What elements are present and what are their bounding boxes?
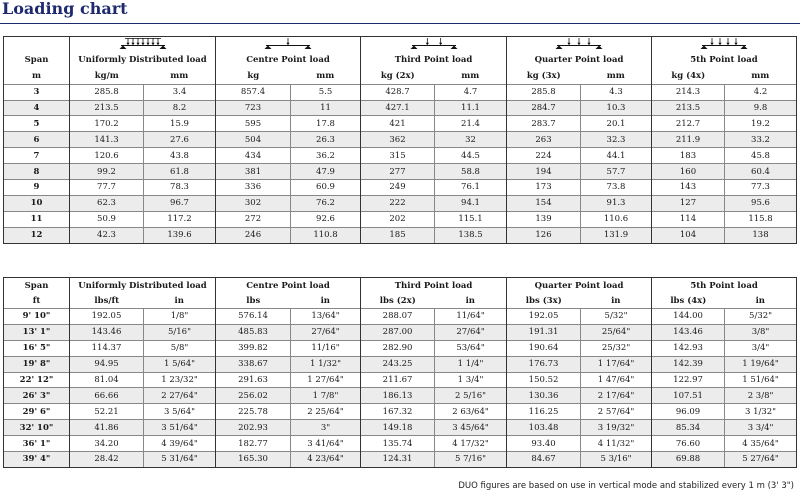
table-cell: 428.7 (361, 84, 435, 100)
load-type-label: Third Point load (361, 52, 507, 68)
span-value: 26' 3" (4, 388, 70, 404)
table-cell: 284.7 (507, 100, 581, 116)
table-cell: 5 7/16" (435, 452, 507, 468)
table-cell: 1 1/32" (291, 356, 361, 372)
table-cell: 27/64" (291, 324, 361, 340)
table-cell: 103.48 (507, 420, 581, 436)
table-cell: 3/8" (725, 324, 797, 340)
table-cell: 192.05 (70, 309, 144, 325)
load-icon-cell (216, 37, 361, 53)
table-cell: 76.1 (435, 180, 507, 196)
table-cell: 25/32" (581, 340, 652, 356)
table-cell: 4.2 (725, 84, 797, 100)
span-value: 16' 5" (4, 340, 70, 356)
table-cell: 434 (216, 148, 291, 164)
table-cell: 11/16" (291, 340, 361, 356)
table-cell: 81.04 (70, 372, 144, 388)
span-value: 6 (4, 132, 70, 148)
table-row (4, 132, 797, 148)
table-cell: 139 (507, 211, 581, 227)
table-cell: 277 (361, 164, 435, 180)
unit-label: mm (170, 70, 189, 81)
table-cell: 144.00 (652, 309, 725, 325)
table-cell: 139.6 (144, 227, 216, 243)
table-cell: 283.7 (507, 116, 581, 132)
table-cell: 47.9 (291, 164, 361, 180)
udl-icon (117, 37, 169, 49)
table-cell: 43.8 (144, 148, 216, 164)
table-cell: 302 (216, 195, 291, 211)
table-cell: 160 (652, 164, 725, 180)
table-cell: 5/32" (581, 309, 652, 325)
unit-label: lbs (216, 294, 291, 309)
table-row (4, 195, 797, 211)
table-cell: 504 (216, 132, 291, 148)
table-cell: 114.37 (70, 340, 144, 356)
table-cell: 5 3/16" (581, 452, 652, 468)
table-cell: 381 (216, 164, 291, 180)
table-cell: 21.4 (435, 116, 507, 132)
load-type-row (4, 278, 797, 294)
table-cell: 167.32 (361, 404, 435, 420)
table-cell: 282.90 (361, 340, 435, 356)
table-cell: 110.8 (291, 227, 361, 243)
table-cell: 5 31/64" (144, 452, 216, 468)
table-row (4, 388, 797, 404)
table-cell: 150.52 (507, 372, 581, 388)
span-value: 22' 12" (4, 372, 70, 388)
table-cell: 186.13 (361, 388, 435, 404)
table-row (4, 211, 797, 227)
span-value: 36' 1" (4, 436, 70, 452)
table-row (4, 84, 797, 100)
table-cell: 576.14 (216, 309, 291, 325)
table-cell: 11.1 (435, 100, 507, 116)
span-value: 5 (4, 116, 70, 132)
table-cell: 192.05 (507, 309, 581, 325)
unit-label: mm (606, 70, 625, 81)
table-cell: 427.1 (361, 100, 435, 116)
unit-label: lbs/ft (70, 294, 144, 309)
unit-label: mm (316, 70, 335, 81)
table-cell: 28.42 (70, 452, 144, 468)
table-cell: 73.8 (581, 180, 652, 196)
table-cell: 114 (652, 211, 725, 227)
load-icon-cell (652, 37, 797, 53)
table-cell: 60.9 (291, 180, 361, 196)
load-type-label: 5th Point load (652, 278, 797, 294)
span-label: Span (4, 52, 70, 68)
table-cell: 249 (361, 180, 435, 196)
table-cell: 15.9 (144, 116, 216, 132)
table-cell: 44.1 (581, 148, 652, 164)
table-cell: 91.3 (581, 195, 652, 211)
page-title: Loading chart (2, 0, 128, 18)
unit-label: lbs (2x) (361, 294, 435, 309)
table-cell: 1/8" (144, 309, 216, 325)
table-cell: 141.3 (70, 132, 144, 148)
table-cell: 2 57/64" (581, 404, 652, 420)
span-value: 9 (4, 180, 70, 196)
load-icon-cell (507, 37, 652, 53)
table-cell: 45.8 (725, 148, 797, 164)
table-cell: 211.67 (361, 372, 435, 388)
unit-label: in (320, 295, 330, 306)
table-cell: 27/64" (435, 324, 507, 340)
table-cell: 66.66 (70, 388, 144, 404)
unit-row (4, 68, 797, 84)
span-unit: m (4, 68, 70, 84)
table-cell: 61.8 (144, 164, 216, 180)
table-cell: 5/16" (144, 324, 216, 340)
icon-row (4, 37, 797, 53)
table-cell: 246 (216, 227, 291, 243)
table-cell: 85.34 (652, 420, 725, 436)
table-cell: 116.25 (507, 404, 581, 420)
span-header-blank (4, 37, 70, 53)
table-cell: 3 5/64" (144, 404, 216, 420)
table-cell: 107.51 (652, 388, 725, 404)
table-cell: 115.8 (725, 211, 797, 227)
table-row (4, 148, 797, 164)
table-cell: 131.9 (581, 227, 652, 243)
span-value: 9' 10" (4, 309, 70, 325)
table-cell: 69.88 (652, 452, 725, 468)
table-cell: 170.2 (70, 116, 144, 132)
table-cell: 115.1 (435, 211, 507, 227)
table-cell: 3 51/64" (144, 420, 216, 436)
table-row (4, 324, 797, 340)
table-cell: 421 (361, 116, 435, 132)
span-unit: ft (4, 294, 70, 309)
table-cell: 214.3 (652, 84, 725, 100)
table-cell: 58.8 (435, 164, 507, 180)
load-type-label: Uniformly Distributed load (70, 52, 216, 68)
table-cell: 165.30 (216, 452, 291, 468)
table-cell: 212.7 (652, 116, 725, 132)
table-cell: 44.5 (435, 148, 507, 164)
table-cell: 3 41/64" (291, 436, 361, 452)
table-cell: 78.3 (144, 180, 216, 196)
table-cell: 399.82 (216, 340, 291, 356)
table-cell: 76.60 (652, 436, 725, 452)
table-cell: 60.4 (725, 164, 797, 180)
table-cell: 94.1 (435, 195, 507, 211)
span-value: 11 (4, 211, 70, 227)
load-type-row (4, 52, 797, 68)
table-cell: 135.74 (361, 436, 435, 452)
table-cell: 3.4 (144, 84, 216, 100)
table-cell: 1 47/64" (581, 372, 652, 388)
table-cell: 57.7 (581, 164, 652, 180)
table-row (4, 116, 797, 132)
table-cell: 3 45/64" (435, 420, 507, 436)
table-cell: 191.31 (507, 324, 581, 340)
table-cell: 143.46 (70, 324, 144, 340)
table-cell: 92.6 (291, 211, 361, 227)
table-cell: 1 27/64" (291, 372, 361, 388)
span-value: 7 (4, 148, 70, 164)
table-cell: 50.9 (70, 211, 144, 227)
table-cell: 143.46 (652, 324, 725, 340)
table-cell: 42.3 (70, 227, 144, 243)
table-cell: 287.00 (361, 324, 435, 340)
table-cell: 2 27/64" (144, 388, 216, 404)
table-cell: 5 27/64" (725, 452, 797, 468)
table-cell: 11/64" (435, 309, 507, 325)
load-type-label: Third Point load (361, 278, 507, 294)
table-cell: 120.6 (70, 148, 144, 164)
title-bar (0, 0, 800, 24)
span-value: 4 (4, 100, 70, 116)
table-cell: 13/64" (291, 309, 361, 325)
table-cell: 96.7 (144, 195, 216, 211)
table-cell: 1 19/64" (725, 356, 797, 372)
table-cell: 1 7/8" (291, 388, 361, 404)
table-cell: 202.93 (216, 420, 291, 436)
table-cell: 32 (435, 132, 507, 148)
load-type-label: Centre Point load (216, 278, 361, 294)
table-cell: 76.2 (291, 195, 361, 211)
table-cell: 211.9 (652, 132, 725, 148)
fifth-point-icon (698, 37, 750, 49)
table-row (4, 436, 797, 452)
unit-label: mm (725, 68, 797, 84)
table-cell: 225.78 (216, 404, 291, 420)
unit-label: lbs (3x) (507, 294, 581, 309)
unit-label: mm (461, 70, 480, 81)
table-cell: 3" (291, 420, 361, 436)
table-cell: 362 (361, 132, 435, 148)
table-cell: 25/64" (581, 324, 652, 340)
table-cell: 84.67 (507, 452, 581, 468)
table-cell: 1 5/64" (144, 356, 216, 372)
span-value: 8 (4, 164, 70, 180)
table-cell: 1 3/4" (435, 372, 507, 388)
table-cell: 1 23/32" (144, 372, 216, 388)
table-cell: 17.8 (291, 116, 361, 132)
table-cell: 104 (652, 227, 725, 243)
metric-loading-table (3, 36, 797, 244)
load-icon-cell (361, 37, 507, 53)
table-cell: 288.07 (361, 309, 435, 325)
table-cell: 182.77 (216, 436, 291, 452)
table-cell: 5/32" (725, 309, 797, 325)
table-cell: 3 3/4" (725, 420, 797, 436)
table-cell: 27.6 (144, 132, 216, 148)
table-cell: 2 5/16" (435, 388, 507, 404)
centre-point-icon (262, 37, 314, 49)
span-value: 29' 6" (4, 404, 70, 420)
table-cell: 138.5 (435, 227, 507, 243)
span-value: 10 (4, 195, 70, 211)
table-row (4, 356, 797, 372)
table-row (4, 164, 797, 180)
table-cell: 110.6 (581, 211, 652, 227)
table-cell: 4 11/32" (581, 436, 652, 452)
third-point-icon (408, 37, 460, 49)
table-row (4, 100, 797, 116)
unit-label: in (465, 295, 475, 306)
table-cell: 2 63/64" (435, 404, 507, 420)
unit-label: in (725, 294, 797, 309)
table-cell: 32.3 (581, 132, 652, 148)
table-cell: 126 (507, 227, 581, 243)
table-row (4, 227, 797, 243)
table-cell: 857.4 (216, 84, 291, 100)
table-cell: 1 51/64" (725, 372, 797, 388)
unit-label: kg (216, 68, 291, 84)
table-cell: 8.2 (144, 100, 216, 116)
table-cell: 272 (216, 211, 291, 227)
span-label: Span (4, 278, 70, 294)
unit-label: kg/m (70, 68, 144, 84)
load-type-label: Quarter Point load (507, 52, 652, 68)
table-cell: 4 23/64" (291, 452, 361, 468)
table-cell: 723 (216, 100, 291, 116)
table-cell: 256.02 (216, 388, 291, 404)
unit-label: in (611, 295, 621, 306)
table-cell: 138 (725, 227, 797, 243)
span-value: 39' 4" (4, 452, 70, 468)
table-cell: 485.83 (216, 324, 291, 340)
table-cell: 142.39 (652, 356, 725, 372)
unit-label: kg (4x) (652, 68, 725, 84)
table-cell: 77.3 (725, 180, 797, 196)
table-cell: 53/64" (435, 340, 507, 356)
table-cell: 143 (652, 180, 725, 196)
table-cell: 2 17/64" (581, 388, 652, 404)
table-cell: 62.3 (70, 195, 144, 211)
table-cell: 285.8 (70, 84, 144, 100)
table-cell: 19.2 (725, 116, 797, 132)
table-cell: 20.1 (581, 116, 652, 132)
table-cell: 336 (216, 180, 291, 196)
table-cell: 36.2 (291, 148, 361, 164)
unit-label: lbs (4x) (652, 294, 725, 309)
table-cell: 149.18 (361, 420, 435, 436)
load-type-label: 5th Point load (652, 52, 797, 68)
table-cell: 4.7 (435, 84, 507, 100)
span-value: 13' 1" (4, 324, 70, 340)
table-cell: 26.3 (291, 132, 361, 148)
table-cell: 9.8 (725, 100, 797, 116)
table-cell: 183 (652, 148, 725, 164)
table-cell: 41.86 (70, 420, 144, 436)
table-cell: 122.97 (652, 372, 725, 388)
table-cell: 4 39/64" (144, 436, 216, 452)
table-cell: 243.25 (361, 356, 435, 372)
table-cell: 190.64 (507, 340, 581, 356)
table-cell: 338.67 (216, 356, 291, 372)
table-cell: 285.8 (507, 84, 581, 100)
unit-row (4, 294, 797, 309)
table-row (4, 340, 797, 356)
table-cell: 117.2 (144, 211, 216, 227)
table-row (4, 452, 797, 468)
quarter-point-icon (553, 37, 605, 49)
load-type-label: Centre Point load (216, 52, 361, 68)
table-cell: 213.5 (70, 100, 144, 116)
table-cell: 1 1/4" (435, 356, 507, 372)
table-cell: 99.2 (70, 164, 144, 180)
table-cell: 95.6 (725, 195, 797, 211)
table-cell: 94.95 (70, 356, 144, 372)
table-cell: 291.63 (216, 372, 291, 388)
table-cell: 4 35/64" (725, 436, 797, 452)
load-type-label: Uniformly Distributed load (70, 278, 216, 294)
table-cell: 93.40 (507, 436, 581, 452)
table-cell: 130.36 (507, 388, 581, 404)
span-value: 32' 10" (4, 420, 70, 436)
table-cell: 11 (291, 100, 361, 116)
table-cell: 34.20 (70, 436, 144, 452)
table-cell: 3/4" (725, 340, 797, 356)
table-cell: 1 17/64" (581, 356, 652, 372)
table-row (4, 309, 797, 325)
unit-label: kg (2x) (361, 68, 435, 84)
table-cell: 52.21 (70, 404, 144, 420)
table-cell: 142.93 (652, 340, 725, 356)
table-cell: 5.5 (291, 84, 361, 100)
span-value: 3 (4, 84, 70, 100)
span-value: 19' 8" (4, 356, 70, 372)
table-cell: 33.2 (725, 132, 797, 148)
table-cell: 3 19/32" (581, 420, 652, 436)
unit-label: in (174, 295, 184, 306)
table-cell: 213.5 (652, 100, 725, 116)
span-value: 12 (4, 227, 70, 243)
table-cell: 315 (361, 148, 435, 164)
table-cell: 176.73 (507, 356, 581, 372)
table-row (4, 180, 797, 196)
table-cell: 124.31 (361, 452, 435, 468)
table-cell: 2 3/8" (725, 388, 797, 404)
load-icon-cell (70, 37, 216, 53)
table-cell: 10.3 (581, 100, 652, 116)
footnote: DUO figures are based on use in vertical mode and stabilized every 1 m (3' 3") (458, 481, 794, 491)
table-cell: 224 (507, 148, 581, 164)
table-cell: 595 (216, 116, 291, 132)
imperial-loading-table (3, 277, 797, 468)
table-cell: 173 (507, 180, 581, 196)
table-cell: 127 (652, 195, 725, 211)
table-cell: 185 (361, 227, 435, 243)
table-row (4, 372, 797, 388)
table-cell: 96.09 (652, 404, 725, 420)
table-cell: 3 1/32" (725, 404, 797, 420)
table-cell: 5/8" (144, 340, 216, 356)
table-cell: 222 (361, 195, 435, 211)
table-cell: 4 17/32" (435, 436, 507, 452)
table-cell: 194 (507, 164, 581, 180)
load-type-label: Quarter Point load (507, 278, 652, 294)
table-row (4, 404, 797, 420)
table-cell: 263 (507, 132, 581, 148)
table-cell: 202 (361, 211, 435, 227)
table-cell: 154 (507, 195, 581, 211)
unit-label: kg (3x) (507, 68, 581, 84)
table-cell: 2 25/64" (291, 404, 361, 420)
table-cell: 4.3 (581, 84, 652, 100)
table-row (4, 420, 797, 436)
table-cell: 77.7 (70, 180, 144, 196)
